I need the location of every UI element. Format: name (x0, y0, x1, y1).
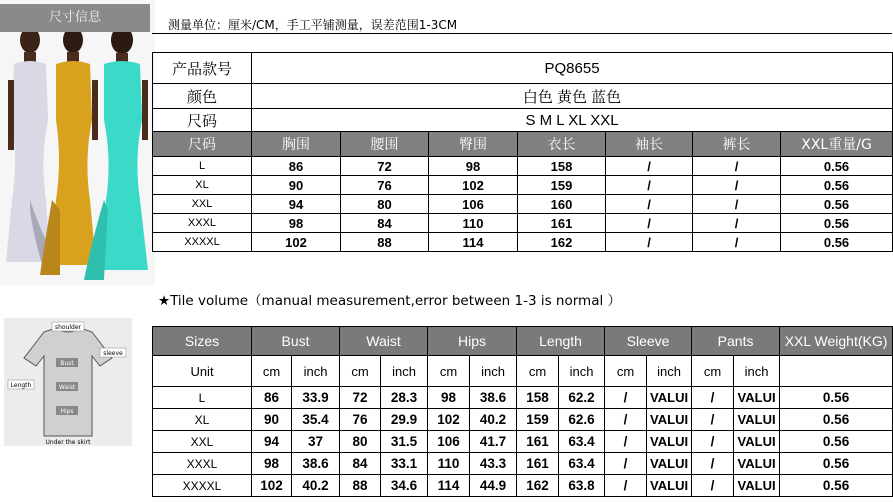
cell: VALUI (647, 409, 692, 431)
cell: / (692, 453, 734, 475)
cell: XXL (153, 195, 252, 214)
cell: 159 (517, 409, 559, 431)
cell: XXXL (153, 214, 252, 233)
cell: VALUI (734, 431, 780, 453)
cell: 0.56 (781, 214, 893, 233)
cell: 0.56 (780, 431, 893, 453)
shoulder-label: shoulder (54, 324, 82, 331)
table-row (153, 409, 893, 431)
size-table-cn (152, 52, 893, 252)
header-cell: Hips (428, 327, 517, 356)
cell: 160 (518, 195, 606, 214)
product-photo (0, 0, 155, 285)
cell: 41.7 (470, 431, 517, 453)
cell: Unit (153, 356, 252, 387)
cell: 94 (252, 195, 341, 214)
cell: inch (734, 356, 780, 387)
tile-volume-note: ★Tile volume（manual measurement,error between 1-3 is normal ） (158, 293, 622, 309)
cell: 98 (429, 157, 518, 176)
cell: 159 (518, 176, 606, 195)
cell: 29.9 (381, 409, 428, 431)
header-cell: 腰围 (341, 132, 429, 157)
cell: 0.56 (780, 409, 893, 431)
cell: inch (292, 356, 340, 387)
table-row (153, 176, 893, 195)
cell: / (692, 475, 734, 497)
cell: 90 (252, 409, 292, 431)
color-label: 颜色 (153, 84, 252, 109)
cell: 63.4 (559, 453, 605, 475)
cell: 76 (340, 409, 381, 431)
cell: / (606, 157, 693, 176)
cell: 38.6 (292, 453, 340, 475)
cell: inch (559, 356, 605, 387)
cell: 110 (428, 453, 470, 475)
cell: / (605, 431, 647, 453)
cell: 0.56 (781, 176, 893, 195)
table-header-row (153, 132, 893, 157)
cell: XL (153, 409, 252, 431)
cell: 63.4 (559, 431, 605, 453)
cell: XXXXL (153, 475, 252, 497)
cell: 88 (340, 475, 381, 497)
table-row (153, 233, 893, 252)
cell: 40.2 (292, 475, 340, 497)
table-row (153, 453, 893, 475)
cell (780, 356, 893, 387)
cell: 98 (252, 453, 292, 475)
cell: 158 (518, 157, 606, 176)
cell: VALUI (647, 387, 692, 409)
cell: VALUI (647, 431, 692, 453)
table-row (153, 214, 893, 233)
cell: / (605, 453, 647, 475)
cell: / (605, 387, 647, 409)
cell: XL (153, 176, 252, 195)
cell: 102 (429, 176, 518, 195)
cell: 76 (341, 176, 429, 195)
cell: 84 (340, 453, 381, 475)
cell: inch (470, 356, 517, 387)
cell: 88 (341, 233, 429, 252)
header-cell: 胸围 (252, 132, 341, 157)
cell: / (605, 409, 647, 431)
cell: 161 (518, 214, 606, 233)
cell: / (606, 214, 693, 233)
cell: 0.56 (780, 475, 893, 497)
cell: VALUI (647, 453, 692, 475)
cell: 162 (517, 475, 559, 497)
cell: VALUI (734, 453, 780, 475)
header-cell: Sizes (153, 327, 252, 356)
measurement-sketch (4, 318, 132, 446)
models-illustration (0, 0, 155, 285)
header-cell: Sleeve (605, 327, 692, 356)
cell: 106 (428, 431, 470, 453)
cell: / (606, 233, 693, 252)
cell: 43.3 (470, 453, 517, 475)
cell: 98 (252, 214, 341, 233)
cell: / (693, 214, 781, 233)
header-cell: Length (517, 327, 605, 356)
cell: 31.5 (381, 431, 428, 453)
table-row (153, 431, 893, 453)
under-skirt-label: Under the skirt (45, 439, 91, 446)
cell: 0.56 (781, 195, 893, 214)
header-cell: 尺码 (153, 132, 252, 157)
cell: inch (647, 356, 692, 387)
cell: VALUI (734, 387, 780, 409)
header-cell: 裤长 (693, 132, 781, 157)
cell: 62.2 (559, 387, 605, 409)
cell: XXXXL (153, 233, 252, 252)
cell: / (692, 431, 734, 453)
cell: 102 (252, 475, 292, 497)
header-cell: XXL重量/G (781, 132, 893, 157)
size-table-en (152, 326, 893, 497)
cell: 35.4 (292, 409, 340, 431)
header-cell: Pants (692, 327, 780, 356)
cell: / (693, 157, 781, 176)
cell: L (153, 387, 252, 409)
cell: / (693, 195, 781, 214)
cell: 84 (341, 214, 429, 233)
cell: 33.1 (381, 453, 428, 475)
cell: 0.56 (780, 453, 893, 475)
cell: 62.6 (559, 409, 605, 431)
cell: / (693, 233, 781, 252)
header-cell: 臀围 (429, 132, 518, 157)
cell: 38.6 (470, 387, 517, 409)
unit-note: 测量单位：厘米/CM，手工平铺测量，误差范围1-3CM (168, 18, 458, 32)
bust-label: Bust (60, 360, 74, 367)
cell: VALUI (734, 475, 780, 497)
cell: 158 (517, 387, 559, 409)
hips-label: Hips (60, 408, 74, 415)
cell: 161 (517, 453, 559, 475)
product-code-label: 产品款号 (153, 53, 252, 84)
cell: 86 (252, 387, 292, 409)
cell: 161 (517, 431, 559, 453)
cell: 72 (341, 157, 429, 176)
cell: 37 (292, 431, 340, 453)
cell: 114 (428, 475, 470, 497)
sleeve-label: sleeve (103, 350, 123, 357)
table-row (153, 475, 893, 497)
cell: VALUI (734, 409, 780, 431)
cell: / (606, 176, 693, 195)
cell: 98 (428, 387, 470, 409)
header-cell: 袖长 (606, 132, 693, 157)
cell: 72 (340, 387, 381, 409)
cell: 0.56 (781, 233, 893, 252)
cell: cm (692, 356, 734, 387)
cell: cm (517, 356, 559, 387)
cell: 162 (518, 233, 606, 252)
cell: 94 (252, 431, 292, 453)
unit-row (153, 356, 893, 387)
cell: / (692, 387, 734, 409)
sizes-value: S M L XL XXL (252, 109, 893, 132)
cell: inch (381, 356, 428, 387)
cell: 40.2 (470, 409, 517, 431)
cell: cm (252, 356, 292, 387)
header-cell: 衣长 (518, 132, 606, 157)
cell: / (606, 195, 693, 214)
header-cell: XXL Weight(KG) (780, 327, 893, 356)
length-label: Length (10, 382, 32, 389)
cell: 102 (252, 233, 341, 252)
colors-value: 白色 黄色 蓝色 (252, 84, 893, 109)
table-row (153, 157, 893, 176)
cell: / (692, 409, 734, 431)
table-row (153, 387, 893, 409)
product-code: PQ8655 (252, 53, 893, 84)
cell: 80 (340, 431, 381, 453)
cell: 80 (341, 195, 429, 214)
cell: 110 (429, 214, 518, 233)
cell: XXXL (153, 453, 252, 475)
cell: 90 (252, 176, 341, 195)
cell: 28.3 (381, 387, 428, 409)
divider (152, 33, 892, 34)
dress-diagram (4, 318, 132, 446)
cell: VALUI (647, 475, 692, 497)
cell: 86 (252, 157, 341, 176)
cell: / (693, 176, 781, 195)
cell: cm (428, 356, 470, 387)
cell: cm (605, 356, 647, 387)
cell: L (153, 157, 252, 176)
header-cell: Bust (252, 327, 340, 356)
cell: 34.6 (381, 475, 428, 497)
waist-label: Waist (58, 384, 76, 391)
cell: 102 (428, 409, 470, 431)
cell: / (605, 475, 647, 497)
cell: 63.8 (559, 475, 605, 497)
size-info-label: 尺寸信息 (0, 4, 150, 32)
cell: 44.9 (470, 475, 517, 497)
table-header-row (153, 327, 893, 356)
cell: 114 (429, 233, 518, 252)
cell: 0.56 (781, 157, 893, 176)
size-label: 尺码 (153, 109, 252, 132)
cell: 33.9 (292, 387, 340, 409)
cell: cm (340, 356, 381, 387)
cell: 0.56 (780, 387, 893, 409)
header-cell: Waist (340, 327, 428, 356)
table-row (153, 195, 893, 214)
cell: 106 (429, 195, 518, 214)
cell: XXL (153, 431, 252, 453)
